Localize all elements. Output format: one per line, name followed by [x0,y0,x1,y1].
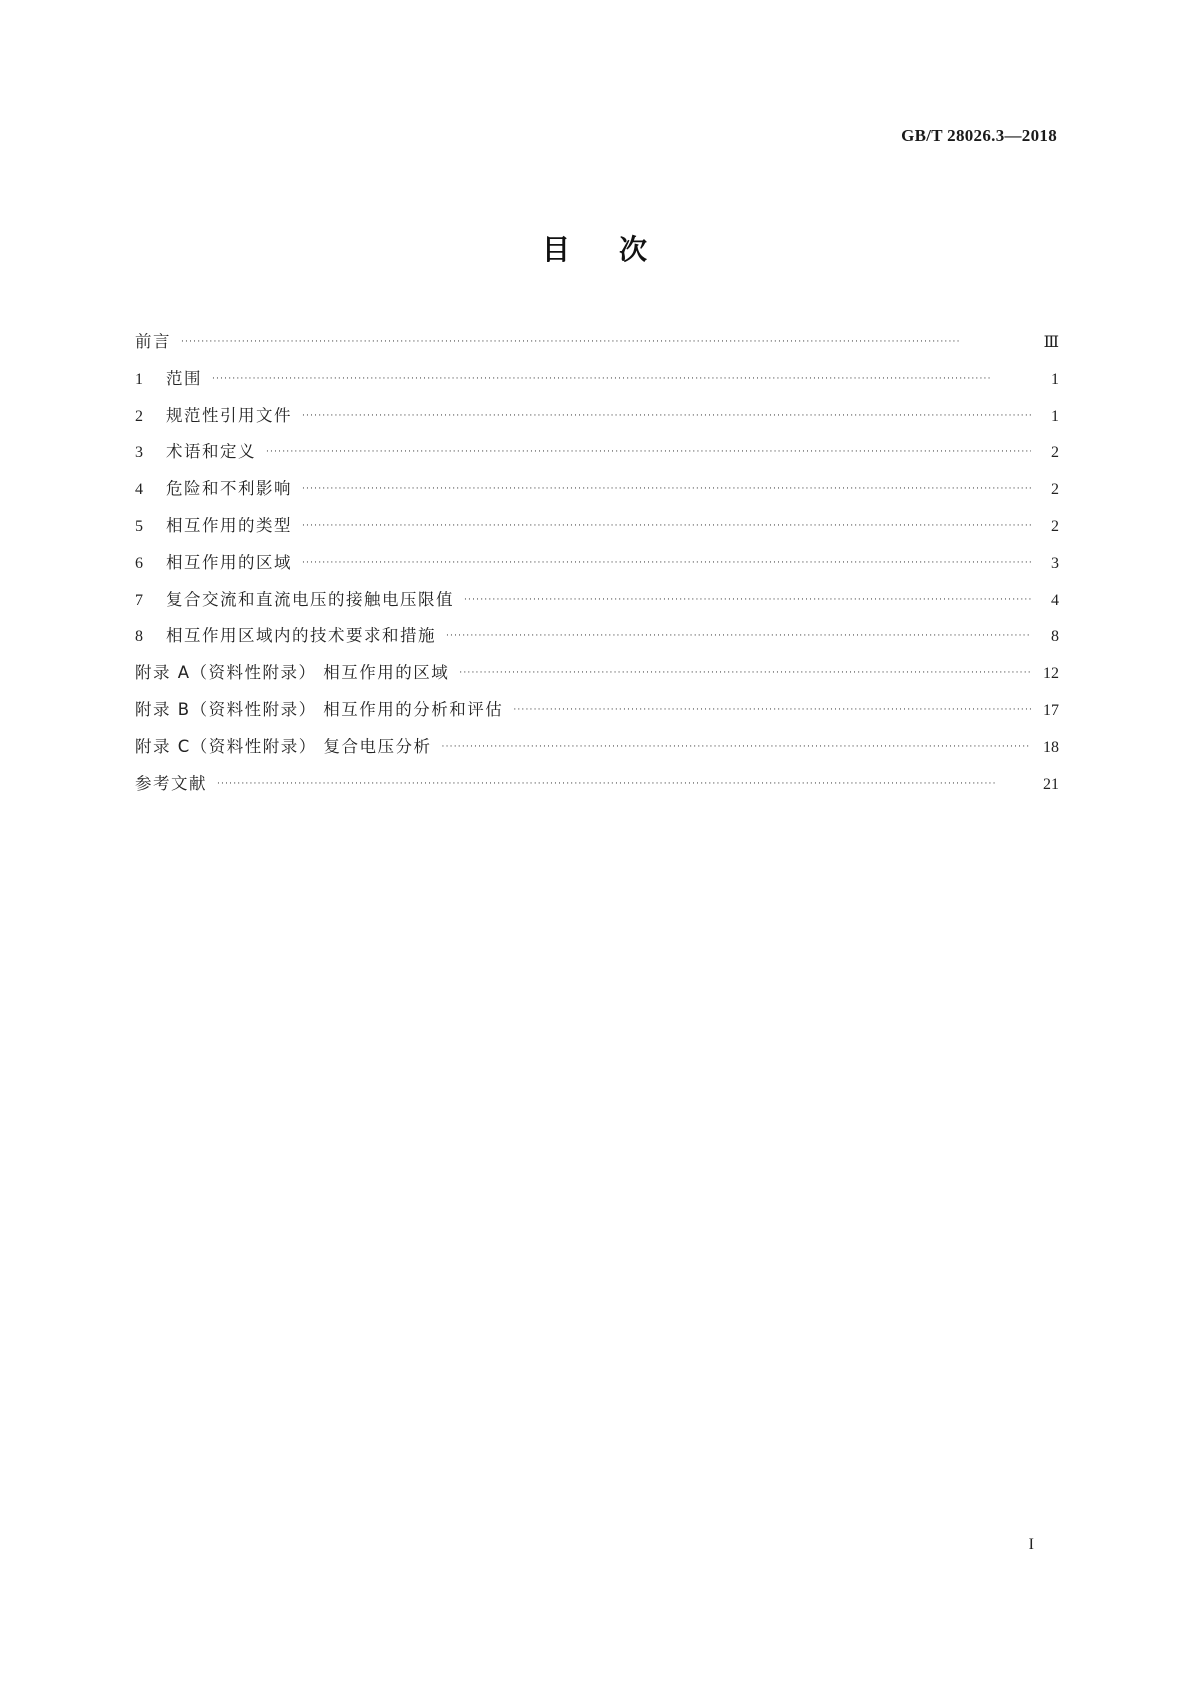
toc-entry-number: 8 [135,628,143,646]
toc-entry-label: 危险和不利影响 [166,479,292,499]
toc-entry-label: 附录 B（资料性附录） 相互作用的分析和评估 [135,699,504,719]
toc-entry-label: 附录 C（资料性附录） 复合电压分析 [135,736,432,756]
toc-entry-page: Ⅲ [1043,334,1059,351]
toc-entry-annex-a[interactable] [135,655,1059,692]
table-of-contents [135,324,1059,802]
toc-entry-page: 1 [1051,407,1059,425]
toc-entry-number: 4 [135,481,143,499]
toc-leader-dots [302,398,1031,435]
page-title: 目 次 [542,233,649,266]
page-number: I [1028,1536,1034,1553]
toc-leader-dots [217,766,1031,803]
toc-entry-label: 范围 [166,368,202,388]
toc-leader-dots [442,729,1031,766]
toc-leader-dots [302,545,1031,582]
toc-entry-label: 术语和定义 [166,442,256,462]
toc-entry-label: 相互作用区域内的技术要求和措施 [166,626,436,646]
toc-leader-dots [212,361,1031,398]
toc-entry-number: 6 [135,554,143,572]
toc-entry-hazards[interactable] [135,471,1059,508]
toc-entry-annex-b[interactable] [135,692,1059,729]
toc-entry-label: 参考文献 [135,773,207,793]
toc-leader-dots [446,618,1031,655]
toc-entry-page: 21 [1043,775,1059,793]
toc-entry-number: 2 [135,407,143,425]
toc-entry-label: 前言 [135,332,171,351]
toc-entry-number: 7 [135,591,143,609]
toc-entry-label: 规范性引用文件 [166,405,292,425]
toc-entry-page: 1 [1051,370,1059,388]
toc-entry-page: 17 [1043,701,1059,719]
toc-entry-page: 2 [1051,481,1059,499]
toc-entry-number: 5 [135,517,143,535]
toc-entry-annex-c[interactable] [135,729,1059,766]
toc-entry-interaction-types[interactable] [135,508,1059,545]
toc-entry-page: 3 [1051,554,1059,572]
toc-entry-page: 18 [1043,738,1059,756]
toc-entry-normative-references[interactable] [135,398,1059,435]
toc-entry-bibliography[interactable] [135,766,1059,803]
toc-entry-label: 相互作用的类型 [166,515,292,535]
toc-leader-dots [464,582,1031,619]
toc-leader-dots [181,324,1031,361]
standard-number: GB/T 28026.3—2018 [901,126,1057,145]
toc-entry-touch-voltage-limits[interactable] [135,582,1059,619]
toc-entry-page: 2 [1051,517,1059,535]
toc-leader-dots [459,655,1031,692]
toc-entry-number: 1 [135,370,143,388]
toc-entry-page: 12 [1043,665,1059,683]
toc-entry-interaction-zones[interactable] [135,545,1059,582]
toc-leader-dots [513,692,1031,729]
toc-entry-foreword[interactable] [135,324,1059,361]
toc-entry-label: 复合交流和直流电压的接触电压限值 [166,589,454,609]
toc-entry-page: 4 [1051,591,1059,609]
toc-entry-page: 2 [1051,444,1059,462]
toc-leader-dots [302,471,1031,508]
toc-entry-technical-requirements[interactable] [135,618,1059,655]
toc-leader-dots [302,508,1031,545]
toc-entry-number: 3 [135,444,143,462]
toc-entry-page: 8 [1051,628,1059,646]
toc-entry-terms-definitions[interactable] [135,434,1059,471]
toc-entry-label: 相互作用的区域 [166,552,292,572]
toc-leader-dots [266,434,1031,471]
toc-entry-scope[interactable] [135,361,1059,398]
toc-entry-label: 附录 A（资料性附录） 相互作用的区域 [135,663,450,683]
